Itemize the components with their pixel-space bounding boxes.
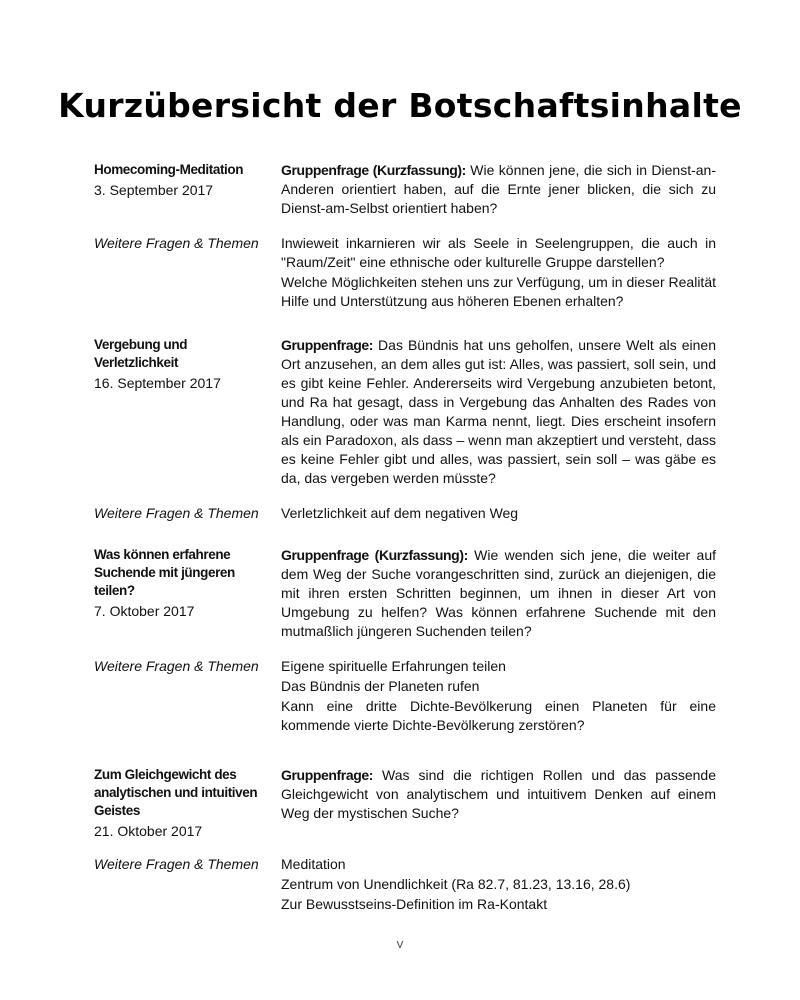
- group-question: [281, 766, 716, 841]
- session-date: 21. Oktober 2017: [94, 823, 203, 839]
- further-item: Inwieweit inkarnieren wir als Seele in Seelengruppen, die auch in "Raum/Zeit" eine ethnische oder kulturelle Gruppe darstellen?: [281, 235, 716, 270]
- page-title: Kurzübersicht der Botschaftsinhalte: [58, 86, 742, 125]
- question-label: Gruppenfrage (Kurzfassung):: [281, 162, 466, 178]
- session-meta: [94, 546, 281, 641]
- question-label: Gruppenfrage:: [281, 337, 374, 353]
- question-label: Gruppenfrage (Kurzfassung):: [281, 547, 468, 563]
- further-item: Zur Bewusstseins-Definition im Ra-Kontakt: [281, 896, 548, 912]
- question-text: Wie wenden sich jene, die weiter auf dem Weg der Suche vorangeschritten sind, zurück an diejenigen, die mit ihren ersten Schritten beginnen, um ihnen in dieser Art von Umgebung zu helfen? Was können erfahrene Suchende mit den mutmaßlich jüngeren Suchenden teilen?: [281, 547, 716, 639]
- page-number: V: [396, 940, 404, 951]
- question-label: Gruppenfrage:: [281, 767, 374, 783]
- further-row: [94, 657, 716, 736]
- question-text: Das Bündnis hat uns geholfen, unsere Welt als einen Ort anzusehen, an dem alles gut ist: Alles, was passiert, soll sein, und es gibt keine Fehler. Andererseits wird Vergebung anzubieten betont, und Ra hat gesagt, dass in Vergebung das Anhalten des Rades von Handlung, oder was man Karma nennt, liegt. Dies erscheint insofern als ein Paradoxon, als dass – wenn man akzeptiert und versteht, dass es keine Fehler gibt und alles, was passiert, sein soll – was gäbe es da, das vergeben werden müsste?: [281, 337, 716, 486]
- question-text: Wie können jene, die sich in Dienst-an-Anderen orientiert haben, auf die Ernte jener blicken, die sich zu Dienst-am-Selbst orientiert haben?: [281, 162, 716, 216]
- question-row: [94, 546, 716, 641]
- session-meta: [94, 766, 281, 841]
- further-item: Meditation: [281, 856, 346, 872]
- further-list: [281, 234, 716, 312]
- session-meta: [94, 336, 281, 488]
- further-item: Das Bündnis der Planeten rufen: [281, 678, 480, 694]
- question-text: Was sind die richtigen Rollen und das passende Gleichgewicht von analytischem und intuitivem Denken auf einem Weg der mystischen Suche?: [281, 767, 716, 821]
- further-list: [281, 504, 716, 524]
- further-item: Welche Möglichkeiten stehen uns zur Verfügung, um in dieser Realität Hilfe und Unterstützung aus höheren Ebenen erhalten?: [281, 274, 716, 309]
- session-title: Vergebung und Verletzlichkeit: [94, 337, 188, 370]
- further-item: Verletzlichkeit auf dem negativen Weg: [281, 505, 519, 521]
- further-label: Weitere Fragen & Themen: [94, 856, 259, 872]
- group-question: [281, 161, 716, 218]
- further-item: Eigene spirituelle Erfahrungen teilen: [281, 658, 506, 674]
- further-label: Weitere Fragen & Themen: [94, 658, 259, 674]
- group-question: [281, 336, 716, 488]
- session-entry: [94, 336, 716, 524]
- question-row: [94, 161, 716, 218]
- further-row: [94, 234, 716, 312]
- further-label: Weitere Fragen & Themen: [94, 235, 259, 251]
- further-list: [281, 657, 716, 736]
- session-entry: [94, 546, 716, 736]
- question-row: [94, 336, 716, 488]
- question-row: [94, 766, 716, 841]
- session-meta: [94, 161, 281, 218]
- session-title: Zum Gleichgewicht des analytischen und intuitiven Geistes: [94, 767, 258, 818]
- group-question: [281, 546, 716, 641]
- session-entry: [94, 766, 716, 915]
- further-label: Weitere Fragen & Themen: [94, 505, 259, 521]
- session-date: 16. September 2017: [94, 375, 221, 391]
- session-title: Was können erfahrene Suchende mit jüngeren teilen?: [94, 547, 235, 598]
- session-entry: [94, 161, 716, 312]
- further-item: Kann eine dritte Dichte-Bevölkerung einen Planeten für eine kommende vierte Dichte-Bevölkerung zerstören?: [281, 698, 716, 733]
- session-date: 7. Oktober 2017: [94, 603, 195, 619]
- further-row: [94, 504, 716, 524]
- session-date: 3. September 2017: [94, 182, 214, 198]
- session-title: Homecoming-Meditation: [94, 162, 244, 177]
- further-item: Zentrum von Unendlichkeit (Ra 82.7, 81.23, 13.16, 28.6): [281, 876, 631, 892]
- further-list: [281, 855, 716, 915]
- further-row: [94, 855, 716, 915]
